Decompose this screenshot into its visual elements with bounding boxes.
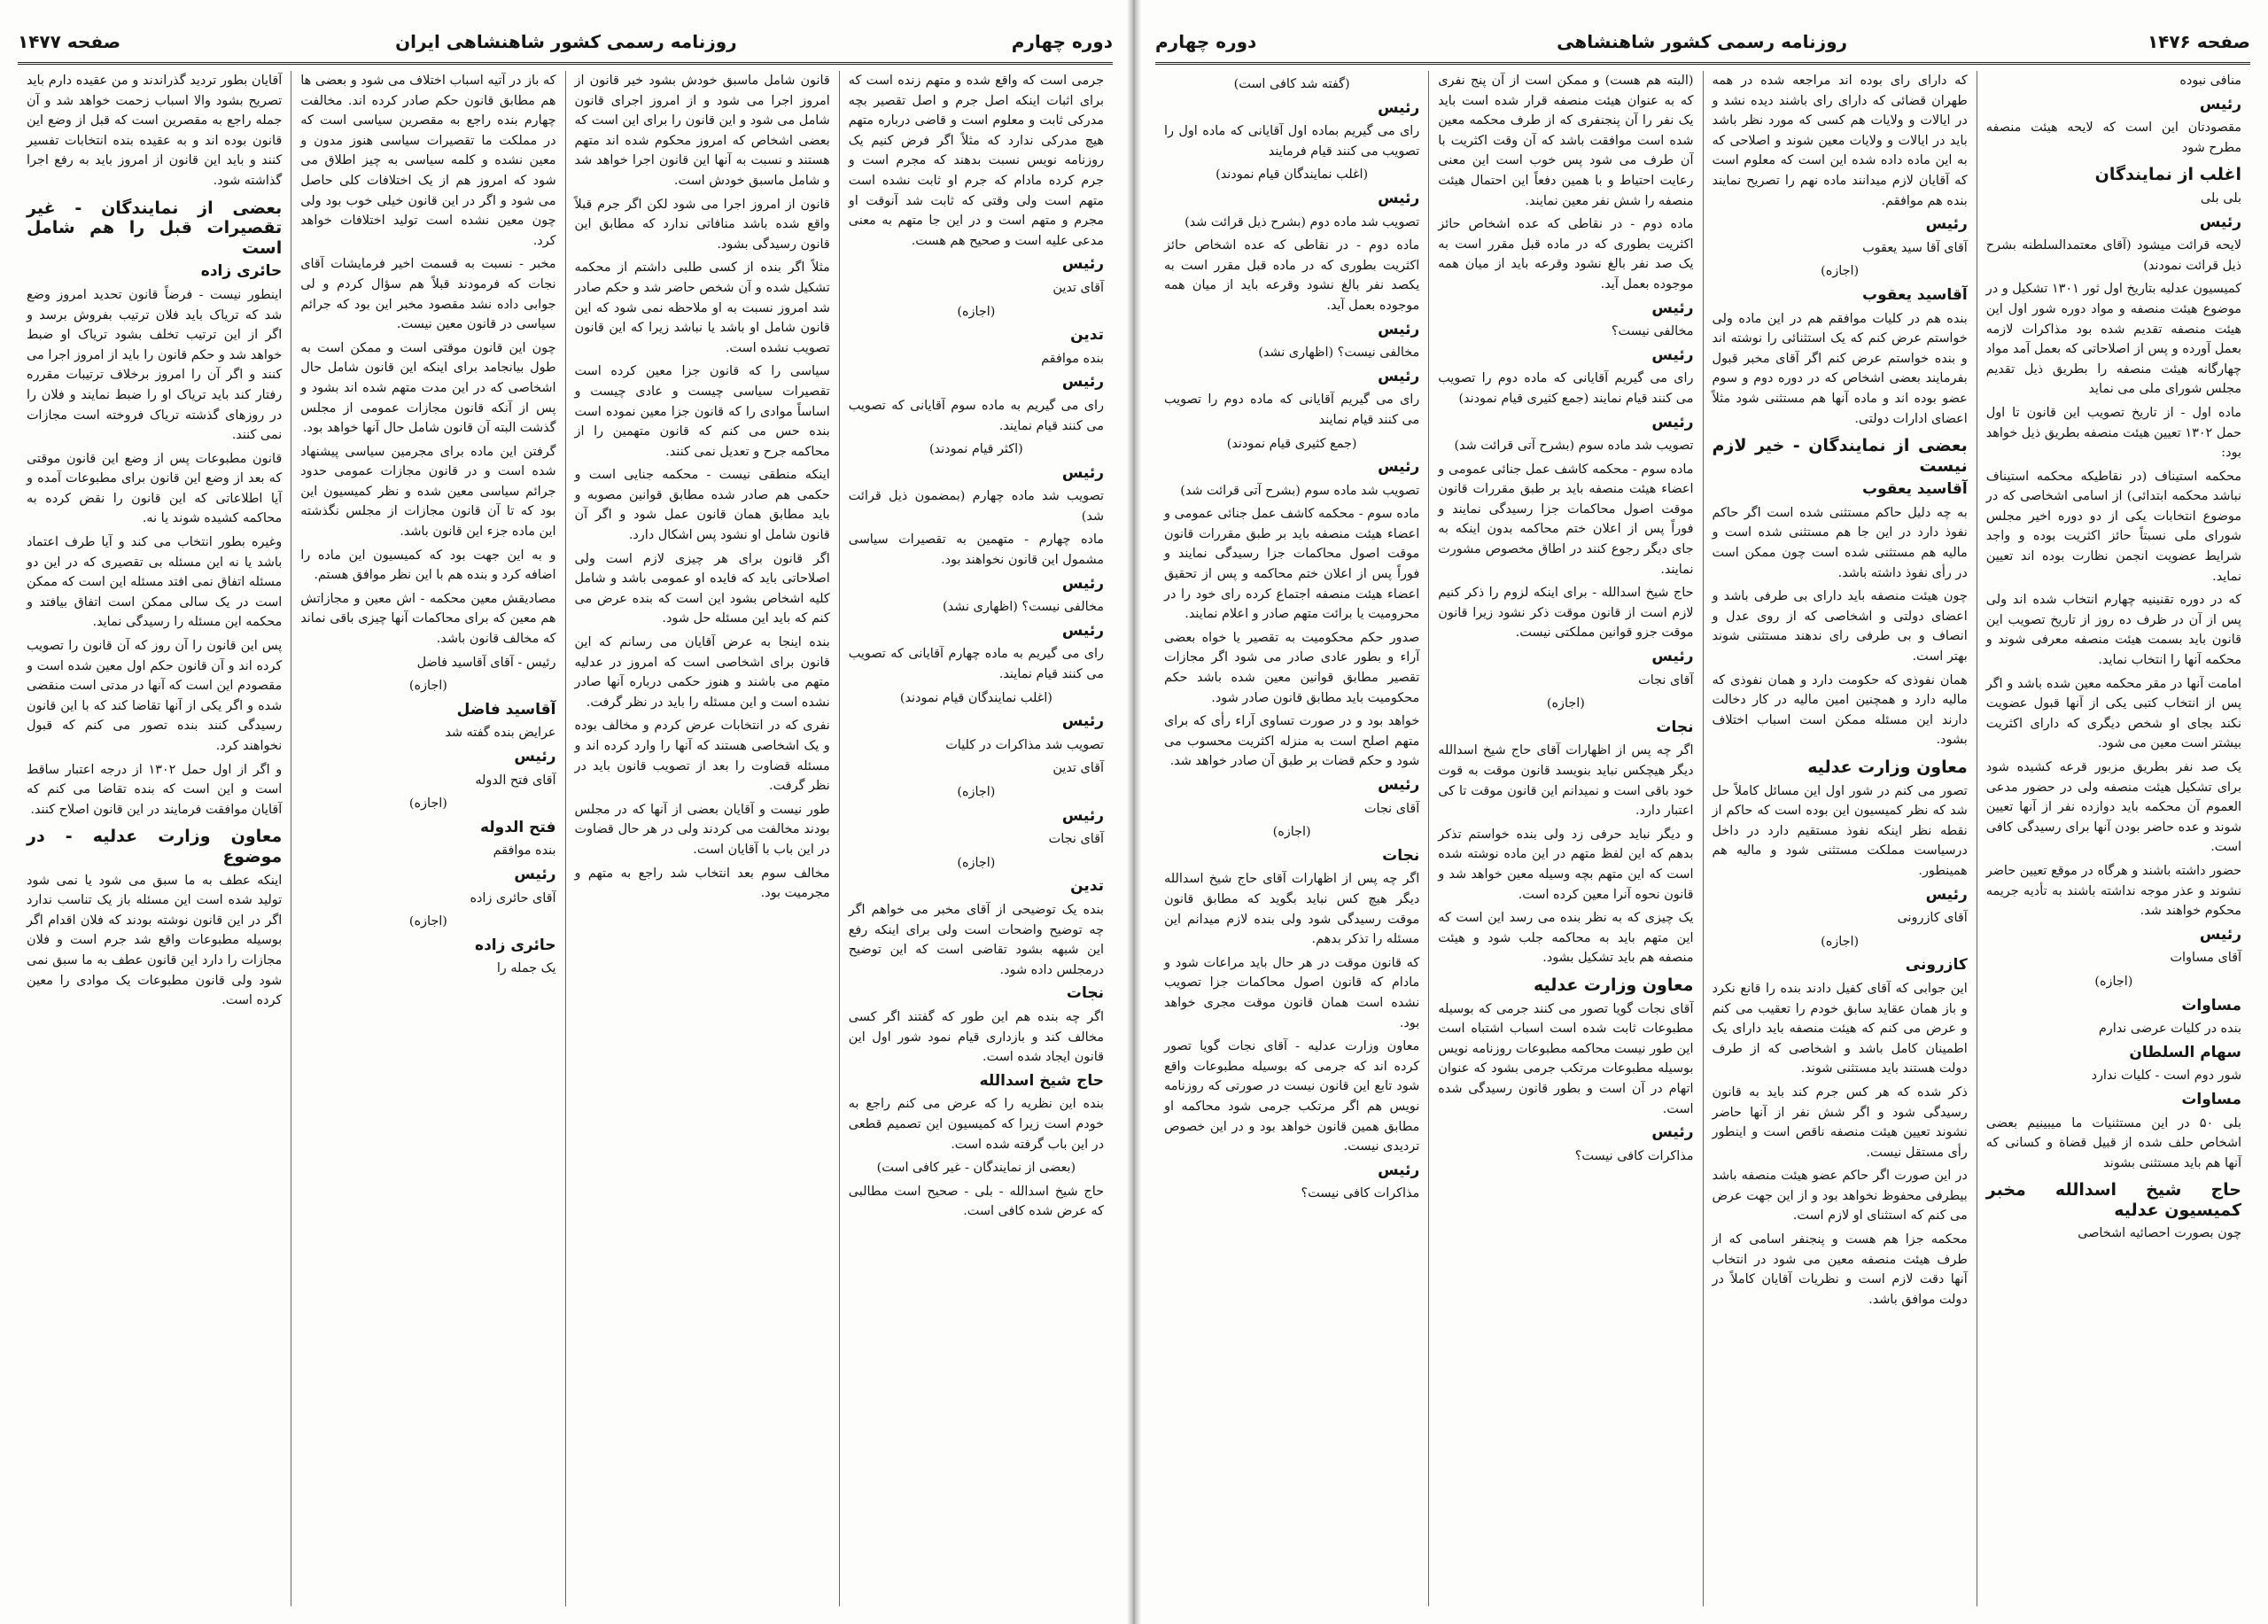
paragraph: رای می گیریم بماده اول آقایانی که ماده اول را تصویب می کنند قیام فرمایند [1164, 124, 1420, 159]
paragraph: مخالف سوم بعد انتخاب شد راجع به متهم و مجرمیت بود. [574, 866, 830, 901]
paragraph: اگر قانون برای هر چیزی لازم است ولی اصلاحاتی باید که فایده او عمومی باشد و شامل کلیه اشخاص بشود این است که بنده عرض می کنم که باید این مسئله حل شود. [574, 551, 830, 626]
text-column [18, 71, 291, 1606]
page-header [1155, 27, 2250, 57]
speaker-name: تدین [1070, 877, 1104, 896]
speaker-name: حاج شیخ اسدالله [979, 1071, 1104, 1090]
paragraph: تصور می کنم در شور اول این مسائل کاملاً حل شد که نظر کمیسیون این بوده است که حاکم از نقطه نظر اینکه نفوذ مستقیم دارد در داخل درسیاست مملکت مستثنی شود و مالیه هم همینطور. [1712, 783, 1968, 878]
paragraph: جرمی است که واقع شده و متهم زنده است که برای اثبات اینکه اصل جرم و اصل تقصیر بچه مدرکی ثابت و معلوم است و قاضی درباره متهم هیچ مدرکی ندارد که مثلاً اگر فرض کنیم یک روزنامه نویس نسبت بدهند که مجرم است و جرم کرده مادام که جرم او ثابت نشده است متهم است ولی وقتی که ثابت شد آنوقت او مجرم و متهم است و در این جا متهم به معنی مدعی علیه است و صحیح هم هست. [848, 74, 1104, 248]
section-heading: معاون وزارت عدلیه [1533, 975, 1694, 995]
section-heading: بعضی از نمایندگان - خیر لازم نیست [1712, 436, 1968, 476]
paragraph: مصادیقش معین محکمه - اش معین و مجازاتش هم معین که برای محاکمات آنها چیزی باقی نماند که مخالف قانون باشد. [300, 591, 556, 647]
speaker-name: آقاسید یعقوب [1862, 480, 1968, 499]
paragraph: بلی بلی [2200, 190, 2241, 206]
parenthetical-note: (اغلب نمایندگان قیام نمودند) [1216, 167, 1369, 183]
paragraph: آقای نجات [1638, 672, 1694, 688]
parenthetical-note: (اجازه) [2094, 974, 2133, 989]
paragraph: شور دوم است - کلیات ندارد [2091, 1068, 2241, 1084]
paragraph: که قانون موقت در هر حال باید مراعات شود و مادام که قانون اصول محاکمات جزا تصویب نشده است همان قانون موقت مجری خواهد بود. [1164, 955, 1420, 1030]
paragraph: مذاکرات کافی نیست؟ [1574, 1148, 1694, 1163]
speaker-name: رئیس [1061, 255, 1104, 274]
paragraph: مقصودتان این است که لایحه هیئت منصفه مطرح شود [1985, 120, 2241, 155]
paragraph: ماده اول - از تاریخ تصویب این قانون تا اول حمل ۱۳۰۲ تعیین هیئت منصفه بطریق ذیل خواهد بود: [1985, 405, 2241, 461]
paragraph: وغیره بطور انتخاب می کند و آیا طرف اعتماد باشد یا نه این مسئله بی تقصیری که در این دو مسئله اتفاق نمی افتد مسئله این است که ممکن است در یک سالی ممکن است اتفاق بیافتد و محکمه این مسئله را رسیدگی نماید. [27, 535, 283, 630]
speaker-name: مساوات [2181, 996, 2241, 1014]
speaker-name: رئیس [514, 865, 556, 883]
paragraph: اینکه عطف به ما سبق می شود یا نمی شود تولید شده است این مسئله باز یک تناسب ندارد اگر در این قانون نوشته بودند که فلان اقدام اگر بوسیله مطبوعات واقع شد جرم است و فلان مجازات را دارد این قانون عطف به ما سبق نمی شود ولی قانون مطبوعات یک موادی را معین کرده است. [27, 873, 283, 1008]
parenthetical-note: (اجازه) [1546, 696, 1585, 711]
paragraph: منافی نبوده [2179, 74, 2241, 88]
paragraph: بنده این نظریه را که عرض می کنم راجع به خودم است زیرا که کمیسیون این تصمیم قطعی در این باب گرفته شده است. [848, 1097, 1104, 1152]
paragraph: صدور حکم محکومیت به تقصیر یا خواه بعضی آراء و بطور عادی صادر می شود اگر مجازات تقصیر مطابق قوانین معین شده باشد حکم محکومیت باید مطابق قانون صادر شود. [1164, 630, 1420, 705]
paragraph: چون هیئت منصفه باید دارای بی طرفی باشد و اعضای دولتی و اشخاصی که از روی عدل و انصاف و بی طرفی رای ندهند مستثنی شوند بهتر است. [1712, 589, 1968, 664]
speaker-name: رئیس [1061, 463, 1104, 482]
speaker-name: رئیس [1061, 621, 1104, 640]
paragraph: بنده در کلیات عرضی ندارم [2098, 1022, 2241, 1037]
speaker-name: نجات [1066, 984, 1104, 1003]
paragraph: آقای مساوات [2170, 951, 2241, 966]
text-columns [1155, 71, 2250, 1606]
paragraph: آقای کازرونی [1897, 911, 1968, 926]
speaker-name: رئیس [1378, 98, 1420, 117]
paragraph: محکمه جزا هم هست و پنجنفر اسامی که از طرف هیئت منصفه معین می شود در انتخاب آنها دقت لازم است و نظریات آقایان کاملاً در دولت موافق باشد. [1712, 1232, 1968, 1307]
paragraph: سیاسی را که قانون جزا معین کرده است تقصیرات سیاسی چیست و عادی چیست و اساساً موادی را که قانون جزا معین نموده است بنده حس می کنم که قانون متهمین را از محاکمه جرح و تعدیل نمی کنند. [574, 364, 830, 459]
paragraph: اینطور نیست - فرضاً قانون تحدید امروز وضع شد که تریاک باید فلان ترتیب بفروش برسد و اگر از این ترتیب تخلف بشود تریاک او ضبط خواهد شد و حکم قانون را باید از امروز اجرا می کنند و اگر آن را امروز برخلاف ترتیبات مقرره رفتار کند باید تریاک او را ضبط نمایند و فلان را در روزهای گذشته تریاک فروخته است مجازات نمی کنند. [27, 287, 283, 443]
speaker-name: رئیس [514, 748, 556, 765]
speaker-name: رئیس [1651, 299, 1694, 317]
paragraph: یک جمله را [496, 961, 556, 976]
speaker-name: رئیس [2199, 213, 2241, 231]
paragraph: ماده چهارم - متهمین به تقصیرات سیاسی مشمول این قانون نخواهند بود. [848, 532, 1104, 568]
speaker-name: نجات [1656, 718, 1694, 736]
speaker-name: رئیس [1061, 712, 1104, 731]
paragraph: مذاکرات کافی نیست؟ [1301, 1186, 1420, 1201]
speaker-name: نجات [1382, 846, 1420, 865]
parenthetical-note: (اجازه) [957, 855, 996, 870]
speaker-name: سهام السلطان [2129, 1043, 2241, 1061]
paragraph: مخالفی نیست؟ [1611, 324, 1694, 339]
paragraph: ماده سوم - محکمه کاشف عمل جنائی عمومی و اعضاء هیئت منصفه باید بر طبق مقررات قانون موقت اصول محاکمات جزا رسیدگی نمایند و فوراً پس از اعلان ختم محاکمه بدون اینکه به جای دیگر رجوع کنند در اطاق مخصوص مشورت نمایند. [1438, 462, 1694, 577]
paragraph: (البته هم هست) و ممکن است از آن پنج نفری که به عنوان هیئت منصفه قرار شده است باید یک نفر را آن پنجنفری که از طرف محکمه معین شده است موافقت باشد که آن وقت اکثریت با آن طرف می شود پس خوب است این معنی رعایت احتیاط و با همین دفعاً این احتمال هیئت منصفه را شش نفر معین نمایند. [1438, 74, 1694, 208]
paragraph: که در دوره تقنینیه چهارم انتخاب شده اند ولی پس از آن در ظرف ده روز از تاریخ تصویب این قانون باید بسمت هیئت منصفه معرفی شوند و محکمه آنها را انتخاب نماید. [1985, 593, 2241, 668]
text-column [291, 71, 564, 1606]
section-heading: معاون وزارت عدلیه - در موضوع [27, 827, 283, 866]
paragraph: ماده دوم - در نقاطی که عده اشخاص حائز اکثریت بطوری که در ماده قبل مقرر است به یکصد نفر بالغ نشود وقرعه باید از میان همه موجوده بعمل آید. [1164, 238, 1420, 313]
paragraph: در این صورت اگر حاکم عضو هیئت منصفه باشد بیطرفی محفوظ نخواهد بود و از این جهت عرض می کنم که استثنای او لازم است. [1712, 1169, 1968, 1224]
header-rule [18, 62, 1113, 65]
speaker-name: رئیس [1651, 1123, 1694, 1142]
paragraph: پس این قانون را آن روز که آن قانون را تصویب کرده اند و آن قانون حکم اول معین شده است و مقصودم این است که آنها در مدتی است منقضی شده و اگر یکی از آنها تقاضا کند که با این قانون رسیدگی کنند بنده تصور می کنم که قبول نخواهند کرد. [27, 639, 283, 753]
paragraph: ماده سوم - محکمه کاشف عمل جنائی عمومی و اعضاء هیئت منصفه باید بر طبق مقررات قانون موقت اصول محاکمات جزا رسیدگی نمایند و فوراً پس از اعلان ختم محاکمه و پس از تحقیق اعضاء هیئت منصفه اجتماع کرده رای خود را در محرومیت یا برائت متهم صادر و اعلام نمایند. [1164, 507, 1420, 622]
paragraph: اگر چه پس از اظهارات آقای حاج شیخ اسدالله دیگر هیچ کس نباید بگوید که مطابق قانون موقت رسیدگی شود ولی بنده لازم میدانم این مسئله را تذکر بدهم. [1164, 872, 1420, 947]
paragraph: معاون وزارت عدلیه - آقای نجات گویا تصور کرده اند که جرمی که بوسیله مطبوعات واقع شود تابع این قانون نیست در صورتی که روزنامه نویس هم اگر مرتکب جرمی شود محاکمه او مطابق همین قانون خواهد بود و در این خصوص تردیدی نیست. [1164, 1039, 1420, 1154]
parenthetical-note: (اکثر قیام نمودند) [928, 442, 1023, 457]
page-header [18, 27, 1113, 57]
paragraph: به چه دلیل حاکم مستثنی شده است اگر حاکم نفوذ دارد در این جا هم مستثنی شده است و مالیه هم مستثنی شده است چون ممکن است در رأی نفوذ داشته باشد. [1712, 505, 1968, 580]
paragraph: رئیس - آقای آقاسید فاضل [416, 655, 556, 670]
paragraph: همان نفوذی که حکومت دارد و همان نفوذی که مالیه دارد و همچنین امین مالیه در کار دخالت دارند این مسئله ممکن است اسباب اختلاف بشود. [1712, 672, 1968, 748]
parenthetical-note: (اجازه) [408, 914, 447, 929]
parenthetical-note: (اجازه) [957, 304, 996, 319]
paragraph: و به این جهت بود که کمیسیون این ماده را اضافه کرد و بنده هم با این نظر موافق هستم. [300, 548, 556, 583]
section-heading: بعضی از نمایندگان - غیر تقصیرات قبل را هم شامل است [27, 198, 283, 258]
section-heading: معاون وزارت عدلیه [1807, 758, 1968, 777]
paragraph: طور نیست و آقایان بعضی از آنها که در مجلس بودند مخالفت می کردند ولی در هر حال قضاوت در این باب با آقایان است. [574, 802, 830, 857]
paragraph: آقای نجات [1363, 801, 1420, 816]
parenthetical-note: (اجازه) [1272, 825, 1311, 840]
parenthetical-note: (اجازه) [1821, 934, 1860, 949]
speaker-name: فتح الدوله [479, 818, 556, 836]
paragraph: اینکه منطقی نیست - محکمه جنایی است و حکمی هم صادر شده مطابق قوانین مصوبه و باید مطابق همان قانون عمل شود و اگر آن قانون شامل او نشود پس اشکال دارد. [574, 468, 830, 543]
paragraph: تصویب شد ماده سوم (بشرح آتی قرائت شد) [1454, 439, 1694, 454]
paragraph: حاج شیخ اسدالله - برای اینکه لزوم را ذکر کنیم لازم است از قانون موقت ذکر نشود زیرا قانون موقت جزو قوانین مملکتی نیست. [1438, 586, 1694, 641]
paragraph: محکمه استیناف (در نقاطیکه محکمه استیناف نباشد محکمه ابتدائی) از اسامی اشخاصی که در موضوع انتخابات یکی از دو دوره اخیر مجلس شورای ملی نسبتاً حائز اکثریت بوده و واجد شرایط عضویت انجمن نظارت بوده اند تعیین نماید. [1985, 469, 2241, 584]
paragraph: این جوابی که آقای کفیل دادند بنده را قانع نکرد و باز همان عقاید سابق خودم را تعقیب می کنم و عرض می کنم که هیئت منصفه باید دارای یک اطمینان کامل باشد و اشخاصی که از طرف دولت هستند باید مستثنی شوند. [1712, 981, 1968, 1076]
right-page [1138, 0, 2268, 1624]
paragraph: یک چیزی که به نظر بنده می رسد این است که این متهم باید به محاکمه جلب شود و هیئت منصفه هم باید تشکیل بشود. [1438, 911, 1694, 966]
paragraph: بنده هم در کلیات موافقم هم در این ماده ولی خواستم عرض کنم که یک استثنائی را نوشته اند و بنده خواستم عرض کنم اگر آقای مخبر قبول بفرمایند بعضی اشخاص که در دوره دوم و سوم عضو بوده اند و ماده آنها هم مستثنی شود مثلاً اعضای ادارات دولتی. [1712, 311, 1968, 426]
volume-label: دوره چهارم [1011, 31, 1113, 52]
paragraph: آقای تدین [1052, 761, 1104, 776]
paragraph: عرایض بنده گفته شد [445, 726, 556, 741]
paragraph: آقای آقا سید یعقوب [1862, 240, 1968, 255]
paragraph: و دیگر نباید حرفی زد ولی بنده خواستم تذکر بدهم که این لفظ متهم در این ماده نوشته شده است که این متهم بچه وسیله معین خواهد شد و قانون نحوه آنرا معین کرده است. [1438, 827, 1694, 902]
paragraph: تصویب شد ماده سوم (بشرح آتی قرائت شد) [1180, 483, 1420, 498]
paragraph: آقای نجات [1048, 832, 1104, 847]
speaker-name: رئیس [1378, 1161, 1420, 1179]
section-heading: اغلب از نمایندگان [2094, 165, 2241, 185]
paragraph: قانون از امروز اجرا می شود لکن اگر جرم قبلاً واقع شده باشد منافاتی ندارد که مطابق این قانون رسیدگی بشود. [574, 197, 830, 252]
speaker-name: رئیس [1925, 215, 1968, 234]
paragraph: ماده دوم - در نقاطی که عده اشخاص حائز اکثریت بطوری که در ماده قبل مقرر است به یک صد نفر بالغ نشود وقرعه باید از میان همه موجوده بعمل آید. [1438, 217, 1694, 291]
text-column [1703, 71, 1977, 1606]
speaker-name: حائری زاده [475, 936, 556, 954]
speaker-name: رئیس [1378, 367, 1420, 385]
speaker-name: رئیس [1378, 776, 1420, 794]
paragraph: که باز در آتیه اسباب اختلاف می شود و بعضی ها هم مطابق قانون حکم صادر کرده اند. مخالفت چهارم بنده راجع به مقصرین سیاسی است که در مملکت ما تقصیرات سیاسی هنوز مدون و معین نشده و کلمه سیاسی به چیز اطلاق می شود که امروز هم از یک اختلافات کلی حاصل می شود و اگر در این قانون خیلی خوب بود ولی چون معین نشده است تولید اختلافات خواهد کرد. [300, 74, 556, 248]
speaker-name: کازرونی [1905, 956, 1968, 975]
header-rule [1155, 62, 2250, 65]
text-column [565, 71, 839, 1606]
paragraph: خواهد بود و در صورت تساوی آراء رأی که برای متهم اصلح است به منزله اکثریت محسوب می شود و حکم قضات بر طبق آن صادر خواهد شد. [1164, 714, 1420, 769]
newspaper-title: روزنامه رسمی کشور شاهنشاهی ایران [395, 31, 737, 52]
paragraph: آقای حائری زاده [470, 890, 556, 905]
speaker-name: رئیس [2199, 925, 2241, 944]
paragraph: نفری که در انتخابات عرض کردم و مخالف بوده و یک اشخاصی هستند که آنها را وارد کرده اند و مسئله قضاوت را بعد از تصویب قانون باید در نظر گرفت. [574, 719, 830, 794]
text-column [1977, 71, 2250, 1606]
text-column [1155, 71, 1428, 1606]
parenthetical-note: (اجازه) [408, 796, 447, 812]
paragraph: اگر چه بنده هم این طور که گفتند اگر کسی مخالف کند و بازداری قیام نمود شور اول این قانون ایجاد شده است. [848, 1009, 1104, 1065]
speaker-name: رئیس [1651, 346, 1694, 364]
speaker-name: تدین [1070, 326, 1104, 345]
paragraph: یک صد نفر بطریق مزبور قرعه کشیده شود برای تشکیل هیئت منصفه ولی در حضور مدعی العموم آن محکمه باید دوازده نفر از آنها تعیین شوند و عده حاضر بودن آنها برای رسیدگی کافی است. [1985, 760, 2241, 855]
speaker-name: رئیس [1061, 373, 1104, 392]
paragraph: بنده یک توضیحی از آقای مخبر می خواهم اگر چه توضیح واضحات است ولی برای اینکه رفع این شبهه بشود تقاضی است که این توضیح درمجلس داده شود. [848, 902, 1104, 977]
paragraph: کمیسیون عدلیه بتاریخ اول ثور ۱۳۰۱ تشکیل و در موضوع هیئت منصفه و مواد دوره شور اول این هیئت منصفه تقدیم شده بود مذاکرات لازمه بعمل آورده و پس از اصلاحاتی که بعمل آمد مواد چهارگانه هیئت منصفه را بطریق ذیل تقدیم مجلس شورای ملی می نماید [1985, 282, 2242, 397]
paragraph: مخالفی نیست؟ (اظهاری نشد) [942, 600, 1104, 615]
paragraph: قانون شامل ماسبق خودش بشود خیر قانون از امروز اجرا می شود و از امروز اجرای قانون شامل می شود و این قانون را برای این است که بعضی اشخاص که امروز محکوم شده اند متهم هستند و نسبت به آنها این قانون اجرا خواهد شد و شامل ماسبق خودش است. [574, 74, 830, 188]
parenthetical-note: (گفته شد کافی است) [1233, 77, 1350, 91]
volume-label: دوره چهارم [1155, 31, 1257, 52]
paragraph: مخالفی نیست؟ (اظهاری نشد) [1258, 346, 1420, 361]
section-heading: حاج شیخ اسدالله مخبر کمیسیون عدلیه [1985, 1180, 2241, 1220]
page-number: صفحه ۱۴۷۷ [18, 31, 121, 52]
speaker-name: رئیس [1378, 320, 1420, 338]
speaker-name: رئیس [1378, 458, 1420, 477]
paragraph: چون این قانون موقتی است و ممکن است به طول بیانجامد برای اینکه این قانون شامل حال اشخاصی که در این مدت متهم شده اند بشود و پس از آنکه قانون مجازات عمومی از مجلس گذشت البته آن قانون شامل حال آنها خواهد بود. [300, 340, 556, 436]
speaker-name: حائری زاده [200, 262, 283, 281]
paragraph: قانون مطبوعات پس از وضع این قانون موقتی که بعد از وضع این قانون برای مطبوعات آمده و آیا اطلاعاتی که این قانون را نقض کرده به محاکمه کشیده شوند یا نه. [27, 451, 283, 526]
paragraph: مثلاً اگر بنده از کسی طلبی داشتم از محکمه تشکیل شده و آن شخص حاضر شد و حکم صادر شد امروز نسبت به او ملاحظه نمی شود که این قانون شامل او باشد یا نباشد زیرا که این قانون تصویب نشده است. [574, 260, 830, 355]
speaker-name: رئیس [2199, 95, 2241, 113]
paragraph: حاج شیخ اسدالله - بلی - صحیح است مطالبی که عرض شده کافی است. [848, 1184, 1104, 1219]
paragraph: بلی ۵۰ در این مستثنیات ما میبینیم بعضی اشخاص حلف شده از قبیل قضاة و کسانی که آنها هم باید مستثنی بشوند [1985, 1115, 2241, 1170]
text-columns [18, 71, 1113, 1606]
paragraph: بنده اینجا به عرض آقایان می رسانم که این قانون برای اشخاصی است که امروز در عدلیه متهم می باشند و هنوز حکمی درباره آنها صادر نشده است و این مسئله را باید در نظر گرفت. [574, 635, 830, 710]
paragraph: گرفتن این ماده برای مجرمین سیاسی پیشنهاد شده است و در قانون مجازات عمومی حدود جرائم سیاسی معین شده و نظر کمیسیون این بود که تا آن قانون مجازات از مجلس نگذشته این ماده جزء این قانون باشد. [300, 444, 556, 540]
paragraph: تصویب شد مذاکرات در کلیات [945, 737, 1104, 752]
paragraph: رای می گیریم آقایانی که ماده دوم را تصویب می کنند قیام نمایند [1164, 392, 1420, 427]
speaker-name: رئیس [1651, 413, 1694, 431]
paragraph: رای می گیریم به ماده چهارم آقایانی که تصویب می کنند قیام نمایند. [848, 647, 1104, 682]
page-number: صفحه ۱۴۷۶ [2147, 31, 2250, 52]
text-column [839, 71, 1113, 1606]
paragraph: ذکر شده که هر کس جرم کند باید به قانون رسیدگی شود و اگر شش نفر از آنها حاضر نشوند تعیین هیئت منصفه ناقص است و اینطور رأی مستقل نیست. [1712, 1084, 1968, 1160]
parenthetical-note: (اغلب نمایندگان قیام نمودند) [899, 690, 1052, 705]
paragraph: امامت آنها در مقر محکمه معین شده باشد و اگر پس از انتخاب کتبی یکی از آنها قبول عضویت نکند بجای او شخص دیگری که دارای اکثریت بیشتر است معین می شود. [1985, 676, 2241, 751]
speaker-name: رئیس [1651, 648, 1694, 666]
speaker-name: آقاسید یعقوب [1862, 285, 1968, 304]
paragraph: که دارای رای بوده اند مراجعه شده در همه طهران قضائی که دارای رای باشند دیده نشد و در ایالات و ولایات هم کسی که مورد نظر باشد باید در ایالات و ولایات معین شوند و اصلاحی که به این ماده داده شده این است که معلوم است که آقایان لازم میدانند ماده نهم را تصریح نمایند بنده هم موافقم. [1712, 74, 1968, 208]
paragraph: بنده موافقم [1041, 351, 1104, 366]
parenthetical-note: (جمع کثیری قیام نمودند) [1226, 436, 1357, 451]
paragraph: آقای نجات گویا تصور می کنند جرمی که بوسیله مطبوعات ثابت شده است اسباب اشتباه است این طور نیست محاکمه مطبوعات روزنامه نویس بوسیله مطبوعات مرتکب جرمی بشود که عنوان اتهام در آن است و بطور قانون رسیدگی شده است. [1438, 1001, 1694, 1116]
paragraph: تصویب شد ماده چهارم (بمضمون ذیل قرائت شد) [848, 489, 1104, 524]
parenthetical-note: (اجازه) [957, 785, 996, 799]
paragraph: بنده موافقم [493, 843, 556, 859]
left-page [0, 0, 1130, 1624]
speaker-name: رئیس [1061, 806, 1104, 825]
paragraph: اگر چه پس از اظهارات آقای حاج شیخ اسدالله دیگر هیچکس نباید بنویسد قانون موقت به قوت خود باقی است و نمیدانم این قانون موقت تا کی اعتبار دارد. [1438, 743, 1694, 819]
parenthetical-note: (اجازه) [1821, 264, 1860, 279]
parenthetical-note: (بعضی از نمایندگان - غیر کافی است) [876, 1161, 1076, 1176]
text-column [1428, 71, 1702, 1606]
speaker-name: رئیس [1061, 574, 1104, 593]
parenthetical-note: (اجازه) [408, 679, 447, 694]
paragraph: حضور داشته باشند و هرگاه در موقع تعیین حاضر نشوند و عذر موجه نداشته باشند به تأدیه جریمه محکوم خواهند شد. [1985, 863, 2241, 919]
paragraph: چون بصورت احصائیه اشخاصی [2078, 1226, 2241, 1241]
paragraph: و اگر از اول حمل ۱۳۰۲ از درجه اعتبار ساقط است و این است که بنده تقاضا می کنم که آقایان موافقت فرمایند در این قانون اصلاح کنند. [27, 762, 283, 817]
paragraph: رای می گیریم به ماده سوم آقایانی که تصویب می کنند قیام نمایند. [848, 398, 1104, 433]
paragraph: آقای تدین [1052, 280, 1104, 295]
speaker-name: آقاسید فاضل [456, 700, 556, 719]
paragraph: آقای فتح الدوله [475, 773, 556, 788]
paragraph: رای می گیریم آقایانی که ماده دوم را تصویب می کنند قیام نمایند (جمع کثیری قیام نمودند) [1438, 371, 1694, 406]
newspaper-title: روزنامه رسمی کشور شاهنشاهی [1557, 31, 1848, 52]
paragraph: تصویب شد ماده دوم (بشرح ذیل قرائت شد) [1184, 214, 1420, 229]
paragraph: مخبر - نسبت به قسمت اخیر فرمایشات آقای نجات که فرمودند قبلاً هم سؤال کردم و لی جوابی داده نشد مقصود مخبر این بود که جرائم سیاسی در قانون معین نیست. [300, 257, 556, 332]
speaker-name: رئیس [1378, 189, 1420, 207]
speaker-name: مساوات [2181, 1090, 2241, 1108]
speaker-name: رئیس [1925, 885, 1968, 904]
paragraph: آقایان بطور تردید گذراندند و من عقیده دارم باید تصریح بشود والا اسباب زحمت خواهد شد و آن جمله راجع به مقصرین است که قبل از وضع این قانون بوده اند و به عقیده بنده انتخابات تفسیر کنند و باید این قانون از امروز باید به رفع اجرا گذاشته شود. [27, 74, 283, 188]
paragraph: لایحه قرائت میشود (آقای معتمدالسلطنه بشرح ذیل قرائت نمودند) [1985, 238, 2241, 273]
